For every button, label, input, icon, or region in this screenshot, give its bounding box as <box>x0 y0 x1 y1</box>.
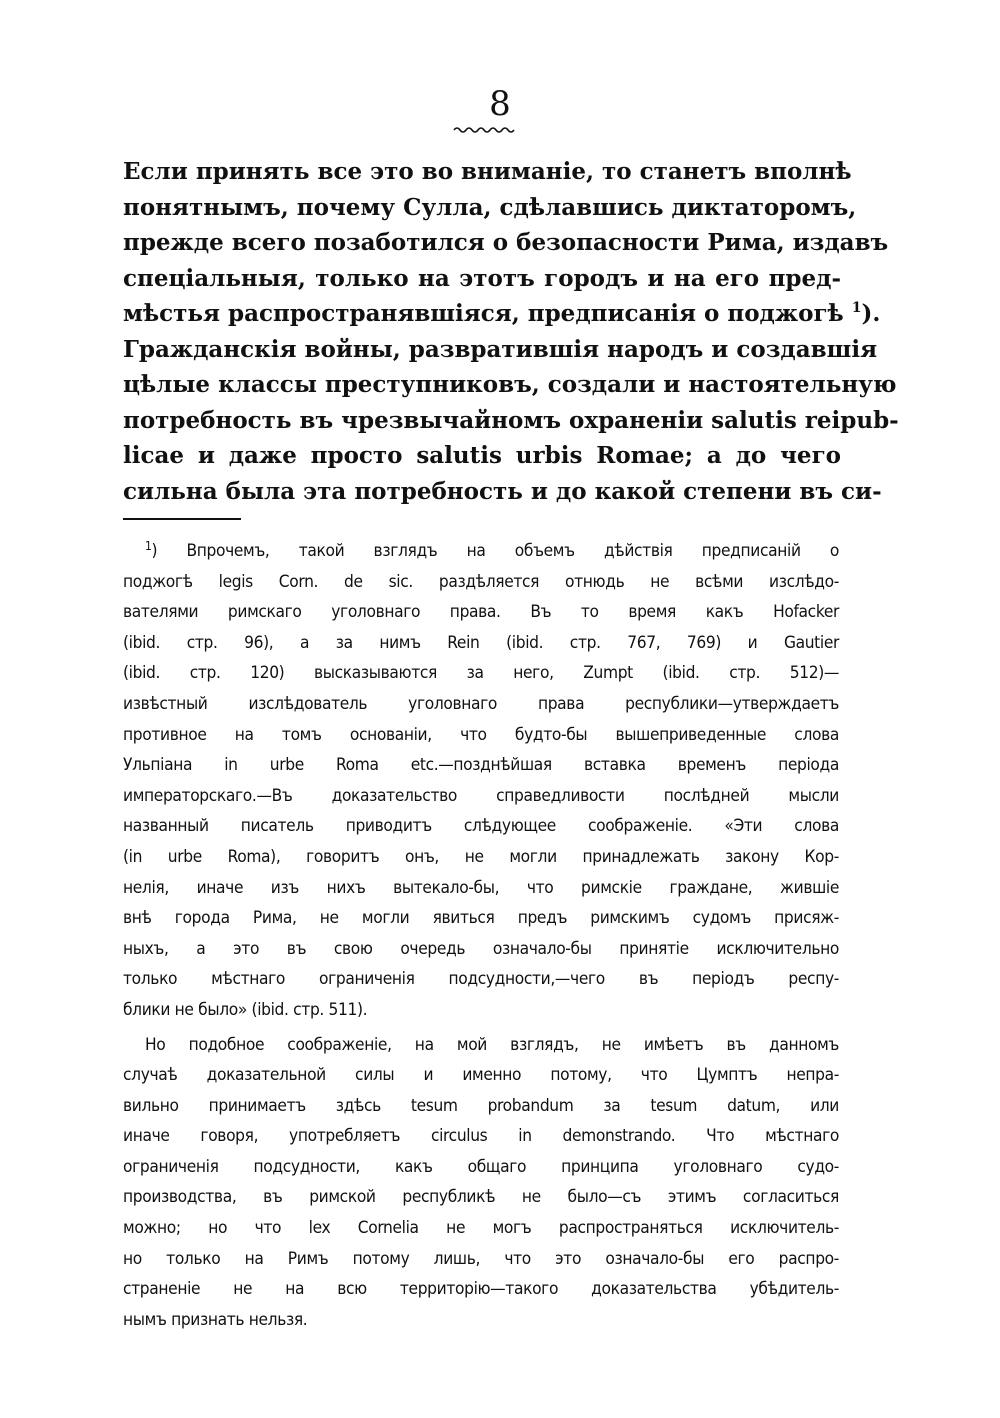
footnote-line: противное на томъ основаніи, что будто-бы вышеприведенные слова <box>123 724 839 745</box>
main-line: сильна была эта потребность и до какой степени въ си- <box>123 477 882 505</box>
footnote-line: внѣ города Рима, не могли явиться предъ римскимъ судомъ присяж- <box>123 908 839 929</box>
main-paragraph <box>123 154 899 509</box>
main-line: Гражданскія войны, развратившія народъ и создавшія <box>123 335 878 363</box>
footnote-line: императорскаго.—Въ доказательство справедливости послѣдней мысли <box>123 785 839 806</box>
main-line: потребность въ чрезвычайномъ охраненіи salutis reipub- <box>123 406 899 434</box>
footnote-continuation-line: иначе говоря, употребляетъ circulus in demonstrando. Что мѣстнаго <box>123 1126 839 1147</box>
footnote-line: только мѣстнаго ограниченія подсудности,—чего въ періодъ респу- <box>123 969 839 990</box>
footnote-line: Ульпіана in urbe Roma etc.—позднѣйшая вставка временъ періода <box>123 755 839 776</box>
main-line: понятнымъ, почему Сулла, сдѣлавшись диктаторомъ, <box>123 193 857 221</box>
footnote-separator-rule <box>123 518 241 520</box>
footnote-continuation-line: случаѣ доказательной силы и именно потому, что Цумптъ непра- <box>123 1065 839 1086</box>
footnote-reference-mark: 1 <box>851 300 862 316</box>
footnote-line: вателями римскаго уголовнаго права. Въ то время какъ Hofacker <box>123 602 839 623</box>
footnote-continuation-line: нымъ признать нельзя. <box>123 1309 308 1330</box>
footnote-line: названный писатель приводитъ слѣдующее соображеніе. «Эти слова <box>123 816 839 837</box>
main-line: прежде всего позаботился о безопасности Рима, издавъ <box>123 229 889 256</box>
footnote-first-line <box>123 536 839 567</box>
footnote-line: извѣстный изслѣдователь уголовнаго права республики—утверждаетъ <box>123 693 839 714</box>
footnote-line-text: ) Впрочемъ, такой взглядъ на объемъ дѣйствія предписаній о <box>151 541 839 561</box>
footnote-line: (in urbe Roma), говоритъ онъ, не могли принадлежать закону Кор- <box>123 846 839 867</box>
page-number: 8 <box>489 84 511 124</box>
footnote-continuation-line: вильно принимаетъ здѣсь tesum probandum за tesum datum, или <box>123 1095 839 1116</box>
ornamental-tilde-rule <box>452 124 518 134</box>
footnote-line: (ibid. стр. 120) высказываются за него, Zumpt (ibid. стр. 512)— <box>123 663 839 684</box>
main-line-tail: ). <box>861 300 881 327</box>
main-line: цѣлые классы преступниковъ, создали и настоятельную <box>123 371 897 398</box>
footnote-continuation-line: Но подобное соображеніе, на мой взглядъ, не имѣетъ въ данномъ <box>145 1034 839 1055</box>
footnote-continuation-line: страненіе не на всю территорію—такого доказательства убѣдитель- <box>123 1279 839 1300</box>
footnote <box>123 536 839 1335</box>
main-line: Если принять все это во вниманіе, то станетъ вполнѣ <box>123 158 852 185</box>
footnote-continuation-line: ограниченія подсудности, какъ общаго принципа уголовнаго судо- <box>123 1156 839 1177</box>
footnote-line: блики не было» (ibid. стр. 511). <box>123 999 368 1020</box>
main-line: спеціальныя, только на этотъ городъ и на его пред- <box>123 264 841 292</box>
footnote-mark: 1 <box>145 539 152 553</box>
footnote-continuation-line: производства, въ римской республикѣ не было—съ этимъ согласиться <box>123 1187 839 1208</box>
footnote-continuation-line: но только на Римъ потому лишь, что это означало-бы его распро- <box>123 1248 839 1269</box>
footnote-line: поджогѣ legis Corn. de sic. раздѣляется отнюдь не всѣми изслѣдо- <box>123 571 839 592</box>
main-line: licae и даже просто salutis urbis Romae; а до чего <box>123 442 841 469</box>
footnote-line: нелія, иначе изъ нихъ вытекало-бы, что римскіе граждане, жившіе <box>123 877 839 898</box>
main-line-text: мѣстья распространявшіяся, предписанія о поджогѣ <box>123 300 844 327</box>
footnote-line: ныхъ, а это въ свою очередь означало-бы принятіе исключительно <box>123 938 839 959</box>
footnote-continuation-line: можно; но что lex Cornelia не могъ распространяться исключитель- <box>123 1218 839 1239</box>
main-line-with-footnote-ref <box>123 296 881 332</box>
footnote-line: (ibid. стр. 96), а за нимъ Rein (ibid. стр. 767, 769) и Gautier <box>123 632 839 653</box>
